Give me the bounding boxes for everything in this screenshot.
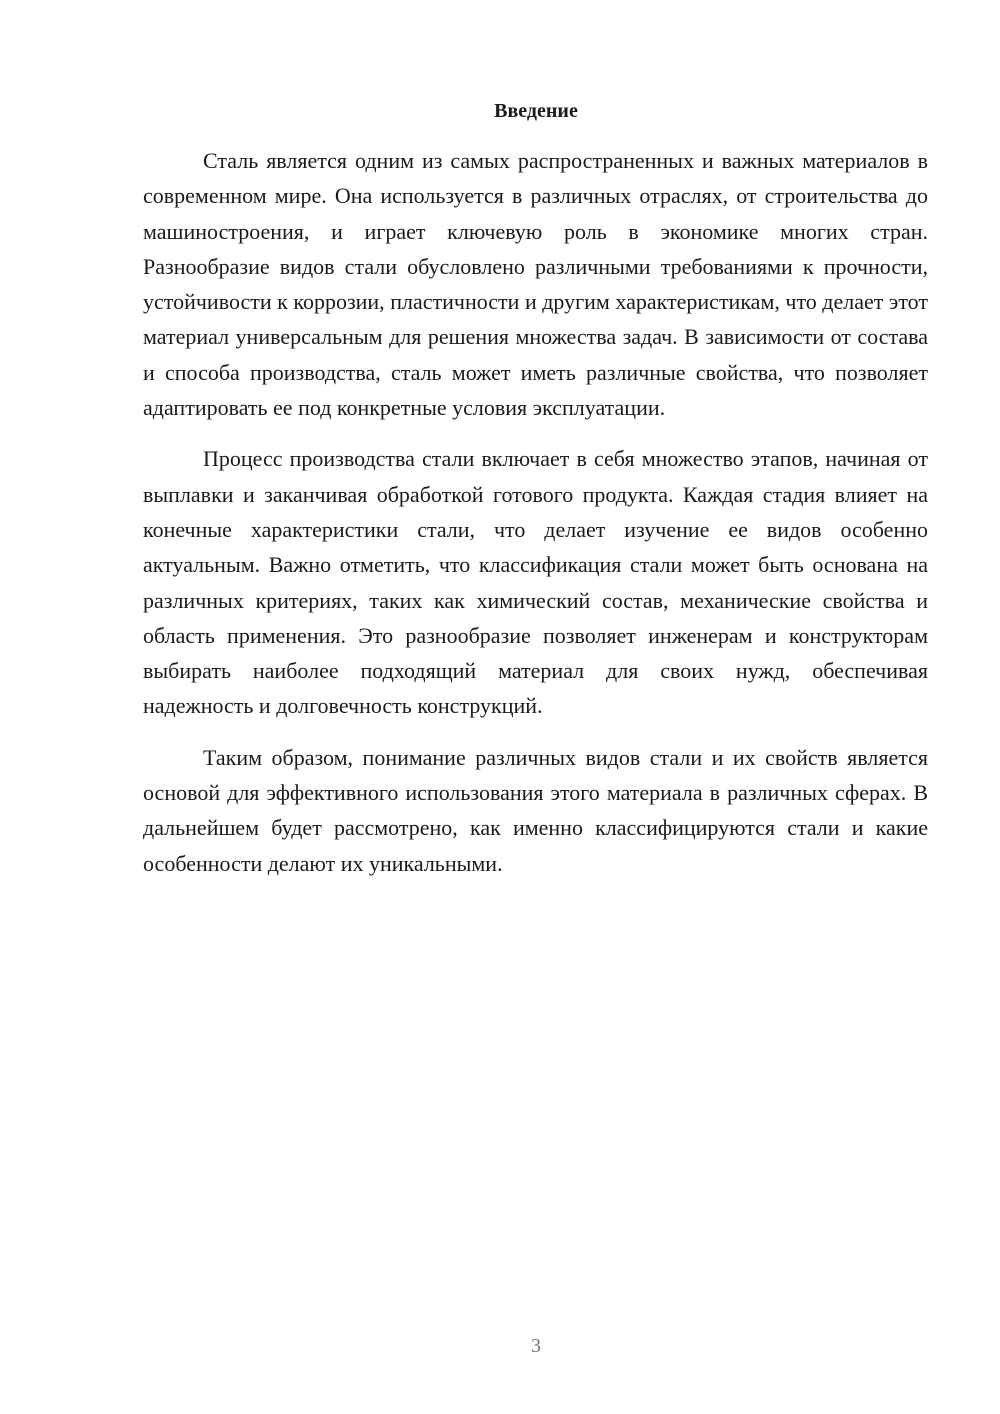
- paragraph-3: Таким образом, понимание различных видов стали и их свойств является основой для эффективного использования этого материала в различных сферах. В дальнейшем будет рассмотрено, как именно классифицируются стали и какие особенности делают их уникальными.: [143, 744, 928, 876]
- paragraph-1: Сталь является одним из самых распространенных и важных материалов в современном мире. Она используется в различных отраслях, от строительства до машиностроения, и играет ключевую роль в экономике многих стран. Разнообразие видов стали обусловлено различными требованиями к прочности, устойчивости к коррозии, пластичности и другим характеристикам, что делает этот материал универсальным для решения множества задач. В зависимости от состава и способа производства, сталь может иметь различные свойства, что позволяет адаптировать ее под конкретные условия эксплуатации.: [143, 148, 928, 421]
- paragraph-2: Процесс производства стали включает в себя множество этапов, начиная от выплавки и заканчивая обработкой готового продукта. Каждая стадия влияет на конечные характеристики стали, что делает изучение ее видов особенно актуальным. Важно отметить, что классификация стали может быть основана на различных критериях, таких как химический состав, механические свойства и область применения. Это разнообразие позволяет инженерам и конструкторам выбирать наиболее подходящий материал для своих нужд, обеспечивая надежность и долговечность конструкций.: [143, 446, 928, 719]
- section-heading: Введение: [494, 100, 578, 122]
- page-number: 3: [531, 1335, 541, 1357]
- body-text: [143, 143, 928, 897]
